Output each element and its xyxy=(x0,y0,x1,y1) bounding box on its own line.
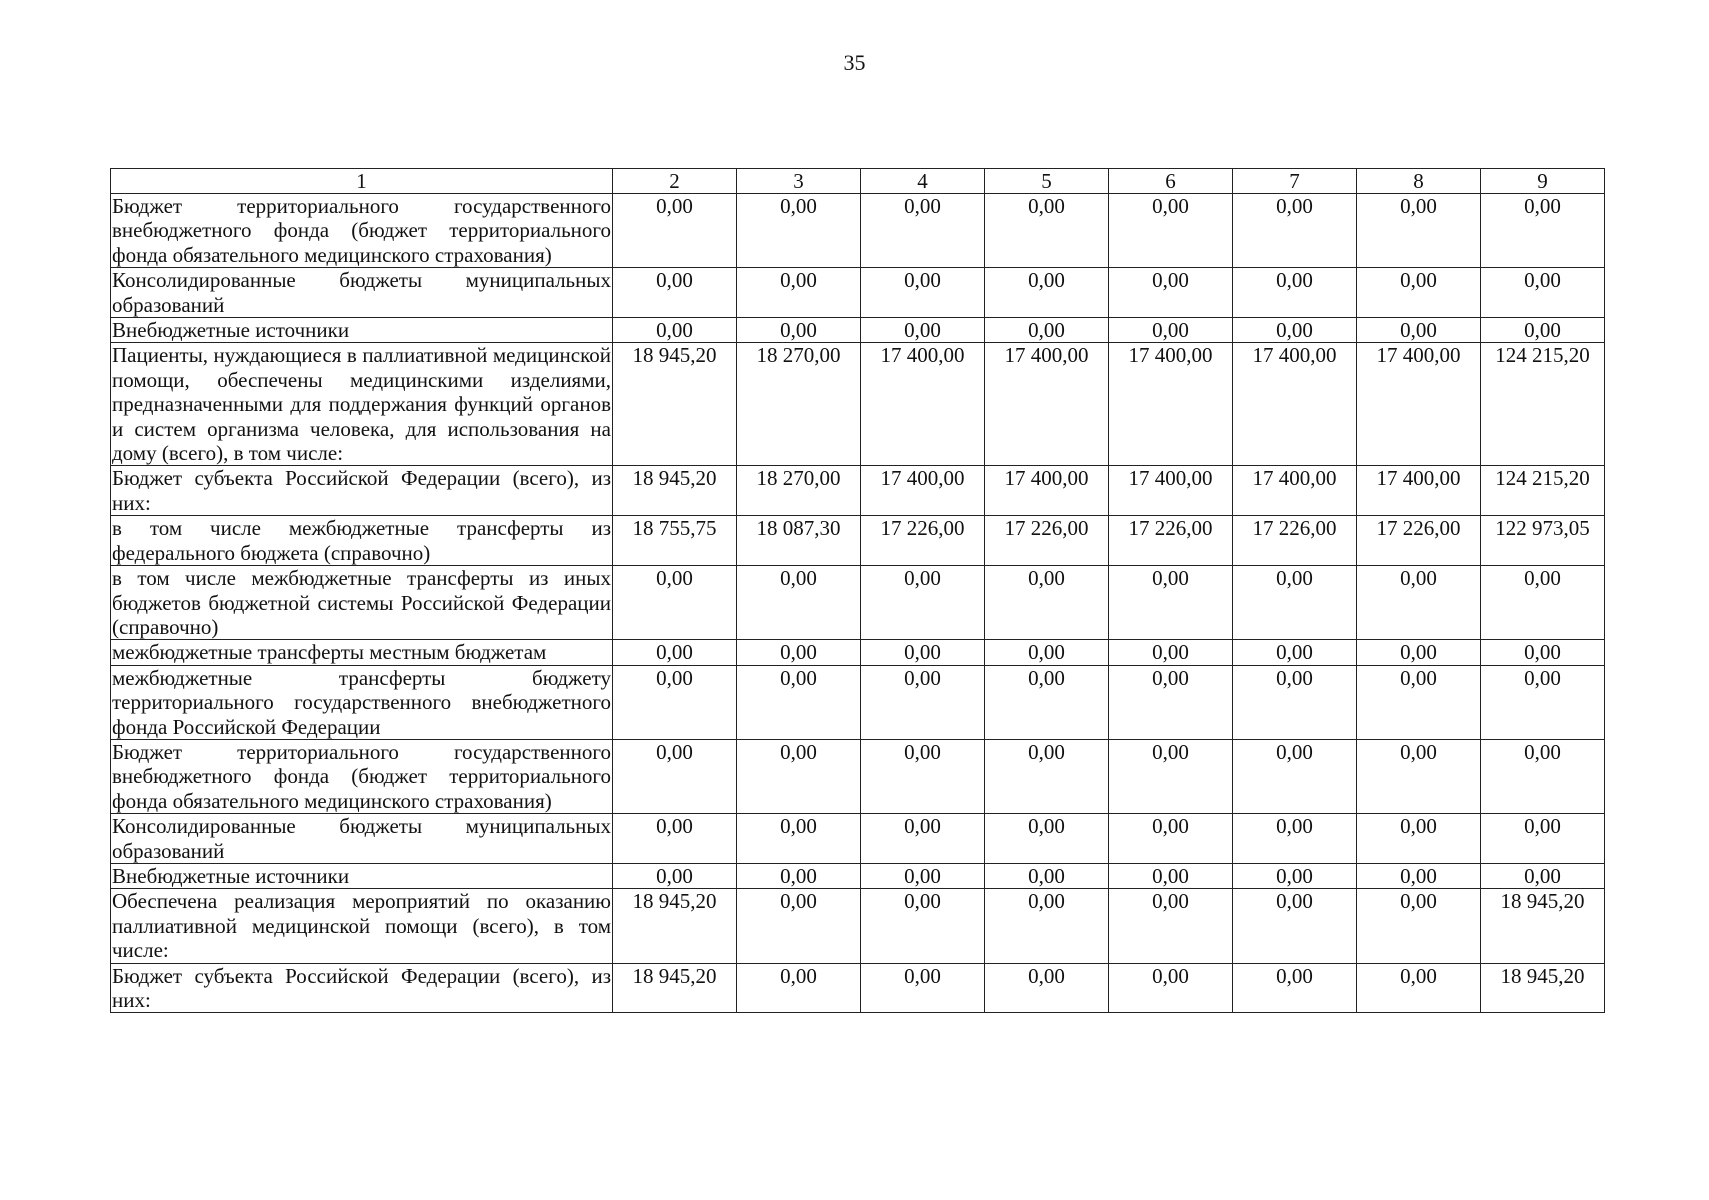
cell-value: 0,00 xyxy=(1357,739,1481,813)
cell-value: 0,00 xyxy=(1481,814,1605,864)
cell-value: 0,00 xyxy=(861,640,985,665)
row-label: Бюджет субъекта Российской Федерации (всего), из них: xyxy=(112,466,611,515)
column-header: 8 xyxy=(1357,169,1481,194)
cell-value: 0,00 xyxy=(1233,566,1357,640)
cell-value: 17 400,00 xyxy=(861,466,985,516)
table-row xyxy=(111,466,1605,516)
cell-value: 0,00 xyxy=(985,640,1109,665)
cell-value: 17 400,00 xyxy=(1233,466,1357,516)
cell-value: 0,00 xyxy=(1233,963,1357,1013)
cell-value: 0,00 xyxy=(1357,963,1481,1013)
cell-value: 0,00 xyxy=(1357,566,1481,640)
row-label: межбюджетные трансферты местным бюджетам xyxy=(111,640,613,665)
cell-value: 0,00 xyxy=(1481,739,1605,813)
cell-value: 0,00 xyxy=(1233,739,1357,813)
cell-value: 0,00 xyxy=(1109,268,1233,318)
cell-value: 0,00 xyxy=(861,963,985,1013)
cell-value: 0,00 xyxy=(861,268,985,318)
cell-value: 0,00 xyxy=(1357,318,1481,343)
cell-value: 18 945,20 xyxy=(1481,889,1605,963)
cell-value: 17 400,00 xyxy=(1357,343,1481,466)
cell-value: 0,00 xyxy=(737,863,861,888)
cell-value: 0,00 xyxy=(737,268,861,318)
column-header: 2 xyxy=(613,169,737,194)
column-header: 4 xyxy=(861,169,985,194)
column-header: 1 xyxy=(111,169,613,194)
cell-value: 124 215,20 xyxy=(1481,466,1605,516)
cell-value: 0,00 xyxy=(1233,863,1357,888)
cell-value: 0,00 xyxy=(861,318,985,343)
cell-value: 0,00 xyxy=(1109,318,1233,343)
cell-value: 0,00 xyxy=(737,194,861,268)
table-row xyxy=(111,516,1605,566)
table-row xyxy=(111,268,1605,318)
row-label: Бюджет субъекта Российской Федерации (всего), из них: xyxy=(112,963,611,1012)
cell-value: 0,00 xyxy=(613,318,737,343)
cell-value: 0,00 xyxy=(1109,889,1233,963)
cell-value: 0,00 xyxy=(1481,268,1605,318)
cell-value: 0,00 xyxy=(1109,194,1233,268)
cell-value: 18 945,20 xyxy=(613,963,737,1013)
cell-value: 0,00 xyxy=(1233,318,1357,343)
row-label: Пациенты, нуждающиеся в паллиативной медицинской помощи, обеспечены медицинскими изделиями, предназначенными для поддержания функций органов и систем организма человека, для использования на дому (всего), в том числе: xyxy=(112,343,611,466)
cell-value: 17 226,00 xyxy=(1233,516,1357,566)
cell-value: 0,00 xyxy=(1233,814,1357,864)
cell-value: 0,00 xyxy=(985,318,1109,343)
cell-value: 18 945,20 xyxy=(1481,963,1605,1013)
cell-value: 0,00 xyxy=(1357,640,1481,665)
cell-value: 17 400,00 xyxy=(1233,343,1357,466)
cell-value: 17 226,00 xyxy=(1109,516,1233,566)
cell-value: 0,00 xyxy=(985,194,1109,268)
cell-value: 0,00 xyxy=(613,863,737,888)
cell-value: 0,00 xyxy=(737,318,861,343)
cell-value: 0,00 xyxy=(1481,318,1605,343)
cell-value: 0,00 xyxy=(861,863,985,888)
table-row xyxy=(111,343,1605,466)
column-header: 9 xyxy=(1481,169,1605,194)
table-row xyxy=(111,863,1605,888)
table-row xyxy=(111,566,1605,640)
cell-value: 0,00 xyxy=(1357,268,1481,318)
cell-value: 0,00 xyxy=(985,739,1109,813)
column-header: 5 xyxy=(985,169,1109,194)
cell-value: 0,00 xyxy=(737,814,861,864)
cell-value: 17 226,00 xyxy=(1357,516,1481,566)
table-row xyxy=(111,814,1605,864)
row-label: Консолидированные бюджеты муниципальных образований xyxy=(112,814,611,863)
cell-value: 122 973,05 xyxy=(1481,516,1605,566)
cell-value: 0,00 xyxy=(1109,739,1233,813)
cell-value: 17 400,00 xyxy=(985,343,1109,466)
cell-value: 0,00 xyxy=(1233,889,1357,963)
cell-value: 0,00 xyxy=(985,963,1109,1013)
table-row xyxy=(111,194,1605,268)
cell-value: 0,00 xyxy=(985,665,1109,739)
cell-value: 0,00 xyxy=(985,814,1109,864)
cell-value: 18 087,30 xyxy=(737,516,861,566)
cell-value: 0,00 xyxy=(861,665,985,739)
cell-value: 17 400,00 xyxy=(861,343,985,466)
row-label: Бюджет территориального государственного внебюджетного фонда (бюджет территориального фонда обязательного медицинского страхования) xyxy=(112,739,611,813)
cell-value: 0,00 xyxy=(613,640,737,665)
table-header-row xyxy=(111,169,1605,194)
cell-value: 0,00 xyxy=(737,566,861,640)
cell-value: 17 400,00 xyxy=(985,466,1109,516)
cell-value: 0,00 xyxy=(1481,640,1605,665)
cell-value: 0,00 xyxy=(1233,665,1357,739)
cell-value: 0,00 xyxy=(861,814,985,864)
cell-value: 18 945,20 xyxy=(613,889,737,963)
cell-value: 124 215,20 xyxy=(1481,343,1605,466)
cell-value: 0,00 xyxy=(985,863,1109,888)
cell-value: 0,00 xyxy=(1233,640,1357,665)
cell-value: 0,00 xyxy=(861,194,985,268)
table-body xyxy=(111,194,1605,1013)
cell-value: 0,00 xyxy=(861,889,985,963)
cell-value: 0,00 xyxy=(1357,665,1481,739)
cell-value: 0,00 xyxy=(1109,963,1233,1013)
budget-table xyxy=(110,168,1605,1013)
cell-value: 0,00 xyxy=(1109,640,1233,665)
cell-value: 0,00 xyxy=(613,194,737,268)
row-label: межбюджетные трансферты бюджету территориального государственного внебюджетного фонда Российской Федерации xyxy=(112,665,611,739)
cell-value: 0,00 xyxy=(985,268,1109,318)
table-row xyxy=(111,318,1605,343)
page-number: 35 xyxy=(843,50,866,75)
cell-value: 18 945,20 xyxy=(613,466,737,516)
cell-value: 18 270,00 xyxy=(737,466,861,516)
cell-value: 0,00 xyxy=(737,963,861,1013)
cell-value: 17 400,00 xyxy=(1109,466,1233,516)
cell-value: 0,00 xyxy=(1481,566,1605,640)
cell-value: 0,00 xyxy=(613,566,737,640)
row-label: Бюджет территориального государственного внебюджетного фонда (бюджет территориального фонда обязательного медицинского страхования) xyxy=(112,194,611,267)
row-label: в том числе межбюджетные трансферты из иных бюджетов бюджетной системы Российской Федерации (справочно) xyxy=(112,566,611,639)
cell-value: 17 400,00 xyxy=(1357,466,1481,516)
table-row xyxy=(111,640,1605,665)
table-row xyxy=(111,665,1605,739)
cell-value: 0,00 xyxy=(613,665,737,739)
row-label: Внебюджетные источники xyxy=(111,863,613,888)
cell-value: 0,00 xyxy=(1233,268,1357,318)
cell-value: 0,00 xyxy=(861,566,985,640)
cell-value: 0,00 xyxy=(1109,665,1233,739)
cell-value: 0,00 xyxy=(1481,194,1605,268)
cell-value: 0,00 xyxy=(1357,863,1481,888)
cell-value: 0,00 xyxy=(1109,814,1233,864)
cell-value: 0,00 xyxy=(1109,863,1233,888)
cell-value: 0,00 xyxy=(737,739,861,813)
cell-value: 17 226,00 xyxy=(861,516,985,566)
cell-value: 0,00 xyxy=(1109,566,1233,640)
column-header: 7 xyxy=(1233,169,1357,194)
cell-value: 0,00 xyxy=(1357,814,1481,864)
cell-value: 0,00 xyxy=(1481,665,1605,739)
cell-value: 0,00 xyxy=(613,268,737,318)
cell-value: 17 226,00 xyxy=(985,516,1109,566)
cell-value: 0,00 xyxy=(985,889,1109,963)
cell-value: 0,00 xyxy=(861,739,985,813)
table-row xyxy=(111,889,1605,963)
cell-value: 0,00 xyxy=(737,640,861,665)
cell-value: 0,00 xyxy=(1357,889,1481,963)
row-label: Внебюджетные источники xyxy=(111,318,613,343)
table-row xyxy=(111,739,1605,813)
cell-value: 0,00 xyxy=(1233,194,1357,268)
cell-value: 0,00 xyxy=(613,739,737,813)
cell-value: 18 945,20 xyxy=(613,343,737,466)
cell-value: 17 400,00 xyxy=(1109,343,1233,466)
row-label: Консолидированные бюджеты муниципальных образований xyxy=(112,268,611,317)
cell-value: 0,00 xyxy=(737,665,861,739)
row-label: в том числе межбюджетные трансферты из федерального бюджета (справочно) xyxy=(112,516,611,565)
row-label: Обеспечена реализация мероприятий по оказанию паллиативной медицинской помощи (всего), в том числе: xyxy=(112,889,611,963)
cell-value: 0,00 xyxy=(1481,863,1605,888)
cell-value: 0,00 xyxy=(985,566,1109,640)
cell-value: 0,00 xyxy=(613,814,737,864)
cell-value: 0,00 xyxy=(737,889,861,963)
column-header: 6 xyxy=(1109,169,1233,194)
cell-value: 18 755,75 xyxy=(613,516,737,566)
column-header: 3 xyxy=(737,169,861,194)
cell-value: 18 270,00 xyxy=(737,343,861,466)
cell-value: 0,00 xyxy=(1357,194,1481,268)
table-row xyxy=(111,963,1605,1013)
